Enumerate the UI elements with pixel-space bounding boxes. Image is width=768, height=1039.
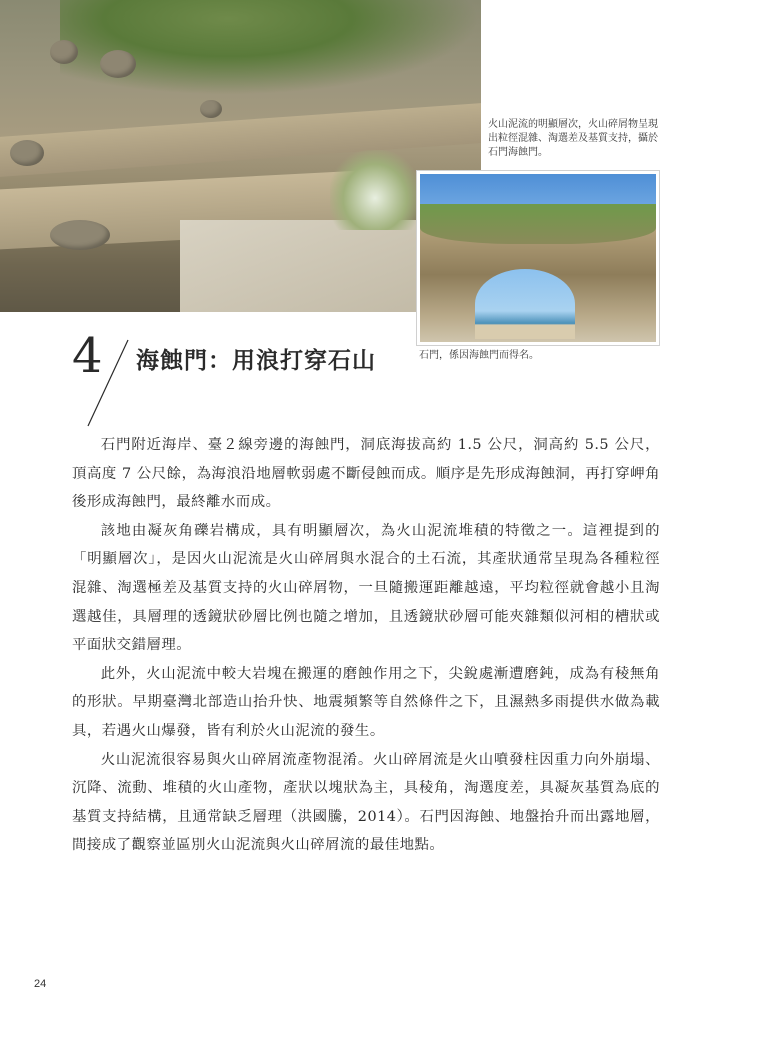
boulder [50,40,78,64]
main-photo-caption: 火山泥流的明顯層次，火山碎屑物呈現出粒徑混雜、淘選差及基質支持，攝於石門海蝕門。 [488,119,658,158]
section-title: 海蝕門：用浪打穿石山 [136,347,376,374]
boulder [100,50,136,78]
main-photo [0,0,481,312]
paragraph: 此外，火山泥流中較大岩塊在搬運的磨蝕作用之下，尖銳處漸遭磨鈍，成為有稜無角的形狀。早期臺灣北部造山抬升快、地震頻繁等自然條件之下，且濕熱多雨提供水做為載具，若遇火山爆發，皆有利於火山泥流的發生。 [72,665,660,739]
boulder [10,140,44,166]
section-number: 4 [72,328,103,384]
sea-arch-opening [475,269,575,339]
inset-photo [417,171,659,345]
vegetation [60,0,480,95]
article-body [72,431,660,860]
paragraph: 石門附近海岸、臺２線旁邊的海蝕門，洞底海拔高約 1.5 公尺，洞高約 5.5 公尺，頂高度 7 公尺餘，為海浪沿地層軟弱處不斷侵蝕而成。順序是先形成海蝕洞，再打穿岬角後形成海蝕門，最終離水而成。 [72,437,660,511]
sea-arch-opening [330,150,420,230]
paragraph: 該地由凝灰角礫岩構成，具有明顯層次，為火山泥流堆積的特徵之一。這裡提到的「明顯層次」，是因火山泥流是火山碎屑與水混合的土石流，其產狀通常呈現為各種粒徑混雜、淘選極差及基質支持的火山碎屑物，一旦隨搬運距離越遠，平均粒徑就會越小且淘選越佳，具層理的透鏡狀砂層比例也隨之增加，且透鏡狀砂層可能夾雜類似河相的槽狀或平面狀交錯層理。 [72,522,660,654]
vegetation [420,204,656,244]
section-divider-slash [84,336,144,428]
boulder [50,220,110,250]
inset-photo-caption: 石門，係因海蝕門而得名。 [419,350,539,361]
paragraph: 火山泥流很容易與火山碎屑流產物混淆。火山碎屑流是火山噴發柱因重力向外崩塌、沉降、流動、堆積的火山產物，產狀以塊狀為主，具稜角，淘選度差，具凝灰基質為底的基質支持結構，且通常缺乏層理（洪國騰，2014）。石門因海蝕、地盤抬升而出露地層，間接成了觀察並區別火山泥流與火山碎屑流的最佳地點。 [72,751,660,854]
page-number: 24 [34,978,47,990]
boulder [200,100,222,118]
